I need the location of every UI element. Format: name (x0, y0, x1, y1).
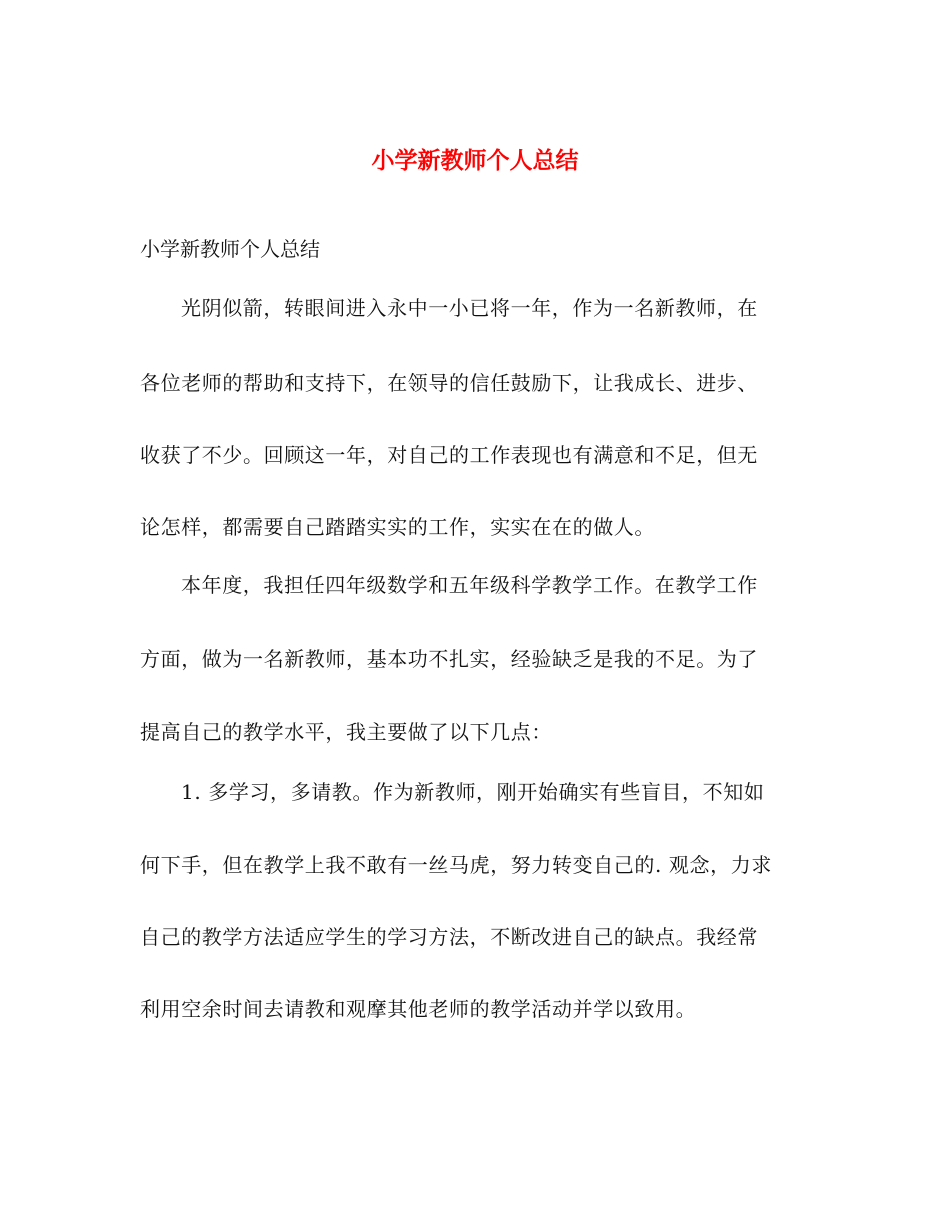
paragraph-line: 自己的教学方法适应学生的学习方法，不断改进自己的缺点。我经常 (140, 925, 758, 949)
paragraph-line: 收获了不少。回顾这一年，对自己的工作表现也有满意和不足，但无 (140, 443, 758, 467)
paragraph-line: 方面，做为一名新教师，基本功不扎实，经验缺乏是我的不足。为了 (140, 647, 758, 671)
document-title: 小学新教师个人总结 (371, 147, 579, 174)
paragraph-line: 利用空余时间去请教和观摩其他老师的教学活动并学以致用。 (140, 997, 697, 1021)
paragraph-line: 本年度，我担任四年级数学和五年级科学教学工作。在教学工作 (181, 573, 758, 597)
paragraph-line: 1. 多学习，多请教。作为新教师，刚开始确实有些盲目，不知如 (181, 780, 765, 804)
paragraph-line: 提高自己的教学水平，我主要做了以下几点： (140, 720, 552, 744)
paragraph-line: 何下手，但在教学上我不敢有一丝马虎，努力转变自己的. 观念，力求 (140, 853, 772, 877)
document-subtitle: 小学新教师个人总结 (140, 237, 320, 261)
paragraph-line: 论怎样，都需要自己踏踏实实的工作，实实在在的做人。 (140, 515, 655, 539)
paragraph-line: 各位老师的帮助和支持下，在领导的信任鼓励下，让我成长、进步、 (140, 371, 758, 395)
paragraph-line: 光阴似箭，转眼间进入永中一小已将一年，作为一名新教师，在 (181, 296, 758, 320)
